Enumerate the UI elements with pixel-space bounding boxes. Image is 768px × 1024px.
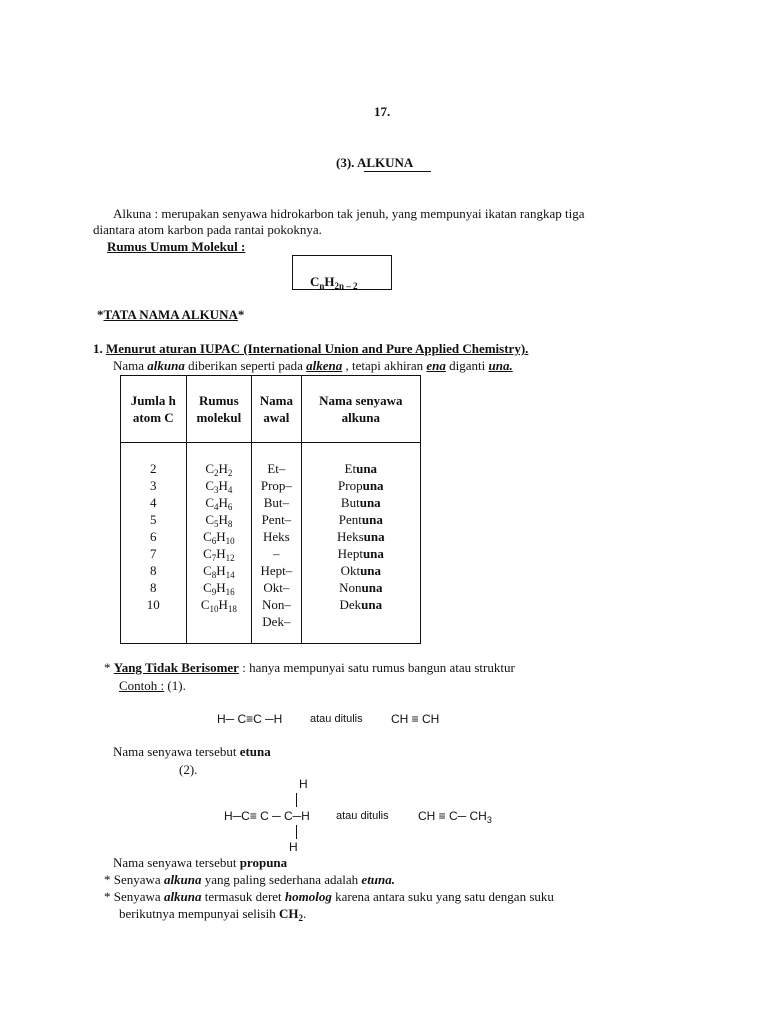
formula-hydrogen: H [218, 461, 228, 476]
formula-carbon: C [203, 529, 212, 544]
isomer-title: Yang Tidak Berisomer [113, 660, 239, 675]
title-underline [364, 171, 431, 172]
molecular-formula [187, 477, 252, 494]
nama-awal-column [252, 443, 301, 644]
iupac-heading [93, 341, 528, 357]
example-2-number: (2). [179, 762, 198, 777]
ethyne-structure: H─ C≡C ─H [217, 712, 283, 726]
compound-name [302, 460, 420, 477]
compound-name-stem: Pent [338, 512, 362, 527]
formula-carbon: C [203, 580, 212, 595]
formula-hydrogen-sub: 6 [227, 502, 233, 512]
molecular-formula [187, 494, 252, 511]
molecular-formula [187, 596, 252, 613]
iupac-number: 1. [93, 341, 103, 356]
formula-hydrogen-sub: 10 [225, 536, 235, 546]
formula-carbon-sub: 8 [211, 570, 217, 580]
note-2-ch: CH [278, 906, 299, 921]
carbon-count-column [121, 443, 187, 644]
formula-hydrogen: H [218, 478, 228, 493]
note-2-sub: 2 [298, 913, 303, 923]
ex2-name: propuna [239, 855, 288, 870]
molecular-formula [187, 528, 252, 545]
propyne-bottom-h: H [289, 840, 298, 854]
propyne-condensed-sub: 3 [486, 815, 492, 825]
note-1-alkuna: alkuna [163, 872, 202, 887]
nama-awal: Dek– [262, 614, 291, 629]
formula-carbon: C [205, 512, 214, 527]
nama-alkena: alkena [306, 358, 343, 373]
compound-name-stem: Dek [339, 597, 362, 612]
table-header-row [121, 376, 421, 443]
col-header-nama-awal: Nama awal [252, 376, 301, 443]
nama-awal: – [273, 546, 280, 561]
ex1-name-prefix: Nama senyawa tersebut [113, 744, 240, 759]
general-formula [310, 274, 358, 290]
formula-hydrogen: H [216, 546, 226, 561]
note-2-line-2-text: berikutnya mempunyai selisih [119, 906, 279, 921]
note-1-p1: Senyawa [110, 872, 164, 887]
star-right: * [237, 307, 245, 322]
ethyne-condensed: CH ≡ CH [391, 712, 440, 726]
nama-p1: Nama [113, 358, 148, 373]
example-1-number: (1). [167, 678, 186, 693]
formula-carbon: C [200, 597, 210, 612]
nama-awal: Prop– [260, 478, 292, 493]
molecular-formula [187, 579, 252, 596]
formula-carbon-sub: 2 [214, 468, 219, 478]
propyne-condensed-text: CH ≡ C─ CH [418, 809, 487, 823]
compound-name [302, 562, 420, 579]
compound-name [302, 596, 420, 613]
tata-nama-title: TATA NAMA ALKUNA [103, 307, 238, 322]
carbon-count: 2 [150, 461, 157, 476]
compound-name [302, 545, 420, 562]
note-1 [104, 872, 395, 888]
nama-alkuna: alkuna [147, 358, 185, 373]
col-header-rumus: Rumus molekul [186, 376, 252, 443]
formula-carbon-sub: 4 [214, 502, 219, 512]
iupac-heading-text: Menurut aturan IUPAC (International Union and Pure Applied Chemistry). [106, 341, 529, 356]
compound-name [302, 579, 420, 596]
formula-c: C [310, 274, 320, 289]
ex2-name-prefix: Nama senyawa tersebut [113, 855, 240, 870]
molecular-formula [187, 511, 252, 528]
formula-hydrogen: H [216, 529, 226, 544]
nama-awal: Et– [267, 461, 286, 476]
compound-name [302, 477, 420, 494]
compound-name-suffix: una [363, 529, 385, 544]
compound-name-suffix: una [360, 563, 382, 578]
page-number: 17. [374, 104, 391, 119]
table-body-row [121, 443, 421, 644]
tata-nama-heading [97, 307, 244, 323]
carbon-count: 6 [150, 529, 157, 544]
nama-awal: Heks [263, 529, 290, 544]
compound-name [302, 528, 420, 545]
formula-sub: 2n – 2 [334, 281, 358, 291]
molecular-formula [187, 545, 252, 562]
col-header-jumlah: Jumla h atom C [121, 376, 187, 443]
ex2-atau-ditulis: atau ditulis [336, 810, 389, 822]
compound-name-stem: Non [339, 580, 362, 595]
propyne-condensed [418, 809, 492, 823]
formula-carbon: C [205, 495, 214, 510]
carbon-count: 4 [150, 495, 157, 510]
isomer-line [104, 660, 515, 676]
formula-hydrogen-sub: 12 [225, 553, 235, 563]
note-1-etuna: etuna. [361, 872, 396, 887]
compound-name-suffix: una [359, 495, 381, 510]
intro-line-2: diantara atom karbon pada rantai pokoknya. [93, 222, 322, 237]
carbon-count: 5 [150, 512, 157, 527]
note-2-homolog: homolog [284, 889, 332, 904]
compound-name-suffix: una [361, 597, 383, 612]
note-2-star: * [104, 889, 111, 904]
formula-hydrogen-sub: 4 [227, 485, 233, 495]
compound-name-suffix: una [361, 580, 383, 595]
note-1-star: * [104, 872, 111, 887]
compound-name-stem: Prop [338, 478, 363, 493]
note-2-p2: termasuk deret [201, 889, 285, 904]
compound-name [302, 494, 420, 511]
formula-hydrogen-sub: 18 [227, 604, 237, 614]
nama-awal: Hept– [260, 563, 293, 578]
formula-hydrogen-sub: 14 [225, 570, 235, 580]
formula-carbon: C [205, 478, 214, 493]
nama-line [113, 358, 513, 374]
nama-awal: Pent– [261, 512, 292, 527]
note-2-p3: karena antara suku yang satu dengan suku [331, 889, 554, 904]
col-header-nama-senyawa: Nama senyawa alkuna [301, 376, 420, 443]
molecular-formula [187, 460, 252, 477]
compound-name-suffix: una [361, 512, 383, 527]
compound-name-stem: Okt [340, 563, 361, 578]
compound-name-stem: But [340, 495, 360, 510]
compound-name-suffix: una [362, 478, 384, 493]
carbon-count: 8 [150, 580, 157, 595]
formula-hydrogen: H [218, 512, 228, 527]
note-2-alkuna: alkuna [163, 889, 202, 904]
formula-carbon-sub: 7 [211, 553, 217, 563]
ex2-name-line [113, 855, 287, 871]
formula-hydrogen: H [216, 580, 226, 595]
formula-carbon: C [203, 546, 212, 561]
carbon-count: 10 [146, 597, 160, 612]
formula-carbon: C [203, 563, 212, 578]
molecular-formula [187, 562, 252, 579]
formula-hydrogen-sub: 8 [227, 519, 233, 529]
note-2-line-2 [119, 906, 306, 922]
ex1-atau-ditulis: atau ditulis [310, 713, 363, 725]
formula-column [186, 443, 252, 644]
formula-hydrogen: H [218, 495, 228, 510]
isomer-desc: : hanya mempunyai satu rumus bangun atau struktur [242, 660, 515, 675]
compound-name-suffix: una [356, 461, 378, 476]
ex1-name: etuna [239, 744, 271, 759]
nama-p3: , tetapi akhiran [342, 358, 427, 373]
carbon-count: 3 [150, 478, 157, 493]
note-2-p1: Senyawa [110, 889, 164, 904]
nama-awal: But– [263, 495, 290, 510]
propyne-structure: H─C≡ C ─ C─H [224, 809, 310, 823]
formula-hydrogen-sub: 2 [227, 468, 233, 478]
formula-hydrogen: H [218, 597, 228, 612]
nama-una: una. [488, 358, 513, 373]
section-title-text: (3). ALKUNA [336, 155, 414, 170]
nama-p2: diberikan seperti pada [184, 358, 307, 373]
carbon-count: 7 [150, 546, 157, 561]
formula-carbon-sub: 6 [211, 536, 217, 546]
compound-name-stem: Hept [337, 546, 363, 561]
compound-name [302, 511, 420, 528]
formula-carbon-sub: 5 [214, 519, 219, 529]
formula-carbon: C [205, 461, 214, 476]
propyne-top-h: H [299, 777, 308, 791]
contoh-label: Contoh : [119, 678, 165, 693]
formula-carbon-sub: 3 [214, 485, 219, 495]
formula-h: H [324, 274, 335, 289]
compound-name-stem: Et [344, 461, 357, 476]
ex1-name-line [113, 744, 271, 760]
compound-name-suffix: una [362, 546, 384, 561]
carbon-count: 8 [150, 563, 157, 578]
formula-carbon-sub: 10 [209, 604, 219, 614]
note-2-dot: . [302, 906, 307, 921]
nama-awal: Non– [261, 597, 291, 612]
section-title [336, 155, 413, 171]
intro-line-1: Alkuna : merupakan senyawa hidrokarbon tak jenuh, yang mempunyai ikatan rangkap tiga [113, 206, 585, 221]
nama-p4: diganti [445, 358, 489, 373]
propyne-top-bond [296, 793, 297, 807]
alkuna-table [120, 375, 421, 644]
star-left: * [97, 307, 104, 322]
formula-n: n [319, 281, 325, 291]
formula-carbon-sub: 9 [211, 587, 217, 597]
rumus-umum-label: Rumus Umum Molekul : [107, 239, 246, 254]
compound-name-stem: Heks [336, 529, 364, 544]
compound-name-column [301, 443, 420, 644]
formula-hydrogen-sub: 16 [225, 587, 235, 597]
propyne-bottom-bond [296, 825, 297, 839]
note-1-p2: yang paling sederhana adalah [201, 872, 362, 887]
note-2 [104, 889, 554, 905]
isomer-star: * [104, 660, 111, 675]
formula-hydrogen: H [216, 563, 226, 578]
nama-awal: Okt– [263, 580, 290, 595]
contoh-line [119, 678, 186, 694]
nama-ena: ena [426, 358, 446, 373]
